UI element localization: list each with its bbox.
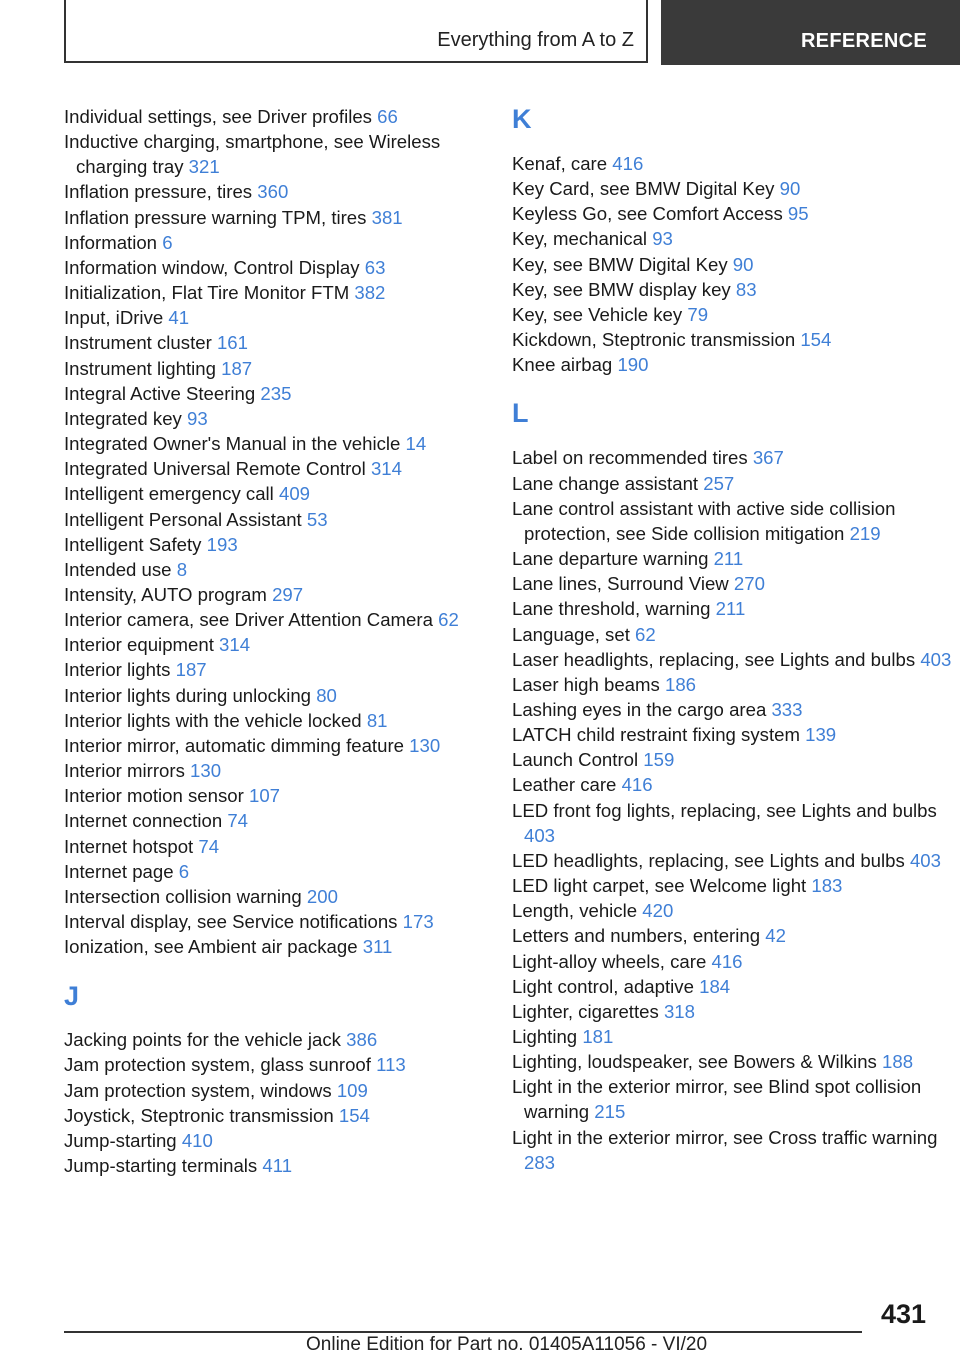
index-entry-text: LED front fog lights, replacing, see Lights and bulbs (512, 799, 937, 821)
index-entry (64, 808, 504, 833)
index-entry (64, 884, 504, 909)
index-letter-j: J (64, 981, 80, 1012)
index-page-link[interactable]: 381 (371, 206, 403, 228)
index-entry (64, 1052, 504, 1077)
index-page-link[interactable]: 130 (409, 734, 441, 756)
index-entry-text: Interior camera, see Driver Attention Camera (64, 609, 433, 631)
index-entry (512, 252, 952, 277)
index-entry (512, 1024, 952, 1049)
index-page-link[interactable]: 74 (227, 810, 249, 832)
index-page-link[interactable]: 107 (249, 785, 281, 807)
index-page-link[interactable]: 318 (663, 1000, 695, 1022)
index-entry-text: Intelligent Personal Assistant (64, 508, 302, 530)
index-entry (64, 255, 504, 280)
index-entry (64, 909, 504, 934)
index-page-link[interactable]: 386 (346, 1029, 378, 1051)
index-page-link[interactable]: 80 (316, 684, 337, 706)
index-entry-text: Intelligent Safety (64, 533, 202, 555)
index-entry (64, 1027, 504, 1052)
index-entry-text: Integrated Universal Remote Control (64, 458, 366, 480)
index-page-link[interactable]: 403 (920, 648, 952, 670)
index-page-link[interactable]: 211 (715, 598, 746, 620)
index-page-link[interactable]: 297 (272, 583, 304, 605)
index-entry (64, 582, 504, 607)
index-page-link[interactable]: 109 (336, 1079, 368, 1101)
index-entry (64, 708, 504, 733)
section-title: Everything from A to Z (437, 29, 634, 51)
index-entry (64, 607, 504, 632)
index-entry-text: Key, mechanical (512, 228, 648, 250)
index-page-link[interactable]: 403 (909, 849, 941, 871)
index-page-link[interactable]: 211 (713, 548, 744, 570)
index-page-link[interactable]: 90 (779, 178, 801, 200)
index-entry (64, 1103, 504, 1128)
index-page-link[interactable]: 420 (642, 900, 674, 922)
index-entry-text: Integral Active Steering (64, 382, 256, 404)
index-entry (512, 672, 952, 697)
index-page-link[interactable]: 215 (594, 1101, 626, 1123)
index-entry-text: Interior equipment (64, 634, 214, 656)
index-page-link[interactable]: 14 (405, 433, 427, 455)
index-entry (512, 571, 952, 596)
index-page-link[interactable]: 183 (811, 875, 843, 897)
index-entry (64, 657, 504, 682)
index-entry (64, 305, 504, 330)
index-page-link[interactable]: 382 (354, 282, 386, 304)
index-entry (64, 733, 504, 758)
index-entry (64, 557, 504, 582)
index-page-link[interactable]: 53 (306, 508, 328, 530)
index-entry (512, 1074, 952, 1124)
index-group-i (64, 104, 504, 959)
index-entry (512, 1049, 952, 1074)
index-page-link[interactable]: 181 (582, 1026, 614, 1047)
index-entry-text: Key, see BMW Digital Key (512, 253, 728, 275)
index-entry-text: Instrument lighting (64, 357, 216, 379)
index-entry-text: Jam protection system, glass sunroof (64, 1054, 371, 1076)
index-entry-text: Length, vehicle (512, 900, 638, 922)
index-entry (64, 507, 504, 532)
index-page-link[interactable]: 314 (219, 634, 251, 656)
index-entry-text: Lane change assistant (512, 472, 699, 494)
index-entry (512, 302, 952, 327)
index-page-link[interactable]: 6 (178, 860, 190, 882)
index-page-link[interactable]: 41 (168, 307, 190, 329)
index-page-link[interactable]: 8 (176, 558, 188, 580)
index-entry (512, 496, 952, 546)
index-entry-text: Ionization, see Ambient air package (64, 936, 358, 958)
index-page-link[interactable]: 270 (733, 573, 765, 595)
index-entry-text: Letters and numbers, entering (512, 925, 761, 947)
index-entry-text: Lighting (512, 1026, 578, 1047)
index-entry-text: Interior motion sensor (64, 785, 244, 807)
index-page-link[interactable]: 154 (338, 1104, 370, 1126)
index-page-link[interactable]: 360 (257, 181, 289, 203)
page-header (0, 0, 960, 66)
index-entry (512, 923, 952, 948)
index-entry-text: Internet connection (64, 810, 223, 832)
index-entry (512, 999, 952, 1024)
index-entry (64, 758, 504, 783)
index-page-link[interactable]: 184 (699, 975, 731, 997)
index-entry (64, 1078, 504, 1103)
index-page-link[interactable]: 62 (438, 609, 459, 631)
index-entry (64, 834, 504, 859)
index-entry (64, 934, 504, 959)
index-group-j (64, 1027, 504, 1178)
index-entry-text: Kickdown, Steptronic transmission (512, 329, 796, 351)
index-entry-text: Label on recommended tires (512, 447, 748, 469)
page-number: 431 (880, 1299, 926, 1329)
index-entry-text: Interval display, see Service notifications (64, 911, 398, 932)
index-entry (64, 532, 504, 557)
index-entry-text: Interior mirrors (64, 760, 185, 782)
index-entry-text: Jam protection system, windows (64, 1079, 332, 1101)
index-page-link[interactable]: 63 (364, 256, 386, 278)
index-entry-text: Laser high beams (512, 673, 660, 695)
index-entry-text: Individual settings, see Driver profiles (64, 106, 372, 127)
index-page-link[interactable]: 219 (849, 522, 881, 544)
index-page-link[interactable]: 66 (377, 106, 398, 127)
index-entry-text: Information (64, 231, 158, 253)
section-tab (64, 0, 648, 63)
index-entry (64, 456, 504, 481)
index-entry (64, 1128, 504, 1153)
index-entry (64, 783, 504, 808)
index-entry-text: LATCH child restraint fixing system (512, 724, 800, 746)
index-letter-k: K (512, 104, 532, 134)
index-entry (512, 974, 952, 999)
index-entry-text: Key, see BMW display key (512, 278, 731, 300)
index-entry-text: Kenaf, care (512, 153, 608, 174)
index-page-link[interactable]: 403 (524, 824, 556, 846)
index-entry-text: Knee airbag (512, 354, 613, 376)
index-page-link[interactable]: 159 (643, 749, 675, 771)
index-entry-text: Internet hotspot (64, 835, 194, 857)
index-entry (64, 859, 504, 884)
index-entry-text: Language, set (512, 623, 630, 645)
index-entry (512, 176, 952, 201)
index-page-link[interactable]: 333 (771, 698, 803, 720)
index-entry-text: Inductive charging, smartphone, see Wireless charging tray (64, 131, 441, 178)
index-column-right (512, 104, 952, 1175)
index-entry (512, 747, 952, 772)
index-entry (512, 596, 952, 621)
index-entry-text: Lashing eyes in the cargo area (512, 698, 767, 720)
index-entry-text: Initialization, Flat Tire Monitor FTM (64, 282, 350, 304)
index-entry-text: Light in the exterior mirror, see Cross traffic warning (512, 1126, 938, 1148)
index-entry-text: Laser headlights, replacing, see Lights and bulbs (512, 648, 916, 670)
index-entry (512, 722, 952, 747)
index-entry (64, 632, 504, 657)
index-entry-text: Leather care (512, 774, 617, 796)
index-entry (512, 622, 952, 647)
index-page-link[interactable]: 62 (635, 623, 656, 645)
index-group-k (512, 151, 952, 377)
index-page-link[interactable]: 186 (664, 673, 697, 695)
index-page-link[interactable]: 416 (621, 774, 653, 796)
index-page-link[interactable]: 367 (752, 447, 784, 469)
footer-edition: Online Edition for Part no. 01405A11056 - VI/20 (306, 1334, 708, 1355)
index-entry-text: Lane threshold, warning (512, 598, 711, 620)
index-entry-text: Intensity, AUTO program (64, 583, 267, 605)
index-page-link[interactable]: 6 (162, 231, 173, 253)
index-entry (64, 205, 504, 230)
index-entry-text: Launch Control (512, 749, 639, 771)
index-entry-text: Intelligent emergency call (64, 483, 274, 505)
index-entry (512, 277, 952, 302)
index-page-link[interactable]: 83 (735, 278, 757, 300)
index-page-link[interactable]: 190 (617, 354, 649, 376)
index-page-link[interactable]: 161 (216, 332, 248, 354)
index-page-link[interactable]: 81 (366, 709, 388, 731)
index-page-link[interactable]: 193 (206, 533, 238, 555)
index-entry (64, 104, 504, 129)
index-page-link[interactable]: 411 (262, 1155, 293, 1177)
index-page-link[interactable]: 187 (221, 357, 253, 379)
index-entry (64, 356, 504, 381)
index-entry-text: Lighting, loudspeaker, see Bowers & Wilkins (512, 1051, 877, 1073)
index-page-link[interactable]: 410 (181, 1129, 213, 1151)
index-column-left (64, 104, 504, 1178)
index-entry-text: Light-alloy wheels, care (512, 950, 707, 972)
index-letter-l: L (512, 398, 529, 429)
index-entry-text: Jacking points for the vehicle jack (64, 1029, 341, 1051)
index-entry (64, 230, 504, 255)
index-entry (512, 697, 952, 722)
index-entry-text: Keyless Go, see Comfort Access (512, 203, 783, 225)
index-entry-text: Lane departure warning (512, 548, 709, 570)
index-page-link[interactable]: 79 (687, 303, 709, 325)
index-page-link[interactable]: 257 (703, 472, 735, 494)
index-entry-text: Lighter, cigarettes (512, 1000, 659, 1022)
index-entry (512, 352, 952, 377)
index-entry (64, 330, 504, 355)
footer-divider (64, 1331, 862, 1333)
index-page-link[interactable]: 416 (711, 950, 743, 972)
index-entry-text: Inflation pressure, tires (64, 181, 253, 203)
index-entry-text: Key, see Vehicle key (512, 303, 683, 325)
index-entry-text: LED light carpet, see Welcome light (512, 875, 807, 897)
index-entry (64, 1153, 504, 1178)
index-entry (64, 179, 504, 204)
index-page-link[interactable]: 95 (787, 203, 809, 225)
index-page-link[interactable]: 74 (198, 835, 220, 857)
index-page-link[interactable]: 283 (524, 1151, 556, 1173)
index-page-link[interactable]: 188 (882, 1051, 914, 1073)
index-entry (64, 683, 504, 708)
index-entry-text: Key Card, see BMW Digital Key (512, 178, 775, 200)
index-entry (512, 898, 952, 923)
index-page-link[interactable]: 235 (260, 382, 292, 404)
index-entry-text: Information window, Control Display (64, 256, 360, 278)
index-entry-text: Internet page (64, 860, 174, 882)
index-entry-text: Interior lights (64, 659, 171, 681)
index-page-link[interactable]: 311 (362, 936, 393, 958)
index-entry-text: LED headlights, replacing, see Lights and bulbs (512, 849, 905, 871)
index-entry (512, 647, 952, 672)
index-entry (512, 798, 952, 848)
index-page-link[interactable]: 187 (175, 659, 207, 681)
index-entry-text: Interior lights during unlocking (64, 684, 312, 706)
index-entry-text: Instrument cluster (64, 332, 212, 354)
index-page-link[interactable]: 409 (278, 483, 311, 505)
index-entry (512, 772, 952, 797)
index-entry-text: Integrated Owner's Manual in the vehicle (64, 433, 401, 455)
index-entry (64, 381, 504, 406)
index-entry (64, 280, 504, 305)
index-entry (512, 848, 952, 873)
index-group-l (512, 445, 952, 1175)
index-entry (64, 481, 504, 506)
index-entry-text: Lane control assistant with active side collision protection, see Side collision mitigation (512, 497, 896, 544)
index-entry-text: Inflation pressure warning TPM, tires (64, 206, 367, 228)
index-page-link[interactable]: 90 (732, 253, 754, 275)
index-entry (512, 201, 952, 226)
index-page-link[interactable]: 93 (187, 407, 208, 429)
index-entry (512, 445, 952, 470)
index-page-link[interactable]: 173 (402, 911, 434, 932)
index-entry-text: Joystick, Steptronic transmission (64, 1104, 334, 1126)
index-page-link[interactable]: 200 (306, 885, 338, 907)
index-entry-text: Light control, adaptive (512, 975, 694, 997)
index-page-link[interactable]: 42 (765, 925, 786, 947)
index-entry-text: Jump-starting (64, 1129, 177, 1151)
index-page-link[interactable]: 139 (805, 724, 837, 746)
index-entry (64, 129, 504, 179)
index-entry (64, 406, 504, 431)
index-entry (512, 873, 952, 898)
index-entry-text: Interior lights with the vehicle locked (64, 709, 362, 731)
index-page-link[interactable]: 416 (612, 153, 644, 174)
index-entry-text: Interior mirror, automatic dimming feature (64, 734, 404, 756)
index-entry (512, 471, 952, 496)
index-page-link[interactable]: 113 (376, 1054, 406, 1076)
index-entry-text: Integrated key (64, 407, 182, 429)
index-page-link[interactable]: 130 (190, 760, 222, 782)
index-page-link[interactable]: 93 (652, 228, 673, 250)
index-page-link[interactable]: 321 (188, 156, 220, 178)
index-entry-text: Lane lines, Surround View (512, 573, 729, 595)
index-entry-text: Jump-starting terminals (64, 1155, 258, 1177)
index-entry-text: Intersection collision warning (64, 885, 302, 907)
index-entry (512, 949, 952, 974)
index-entry (512, 327, 952, 352)
index-page-link[interactable]: 154 (800, 329, 832, 351)
index-entry-text: Intended use (64, 558, 172, 580)
index-entry (512, 226, 952, 251)
index-page-link[interactable]: 314 (370, 458, 402, 480)
chapter-tab (661, 0, 960, 65)
index-entry (512, 1125, 952, 1175)
index-entry (64, 431, 504, 456)
index-entry (512, 546, 952, 571)
index-entry-text: Light in the exterior mirror, see Blind spot collision warning (512, 1076, 922, 1123)
index-entry (512, 151, 952, 176)
chapter-title: REFERENCE (800, 30, 927, 52)
index-entry-text: Input, iDrive (64, 307, 164, 329)
